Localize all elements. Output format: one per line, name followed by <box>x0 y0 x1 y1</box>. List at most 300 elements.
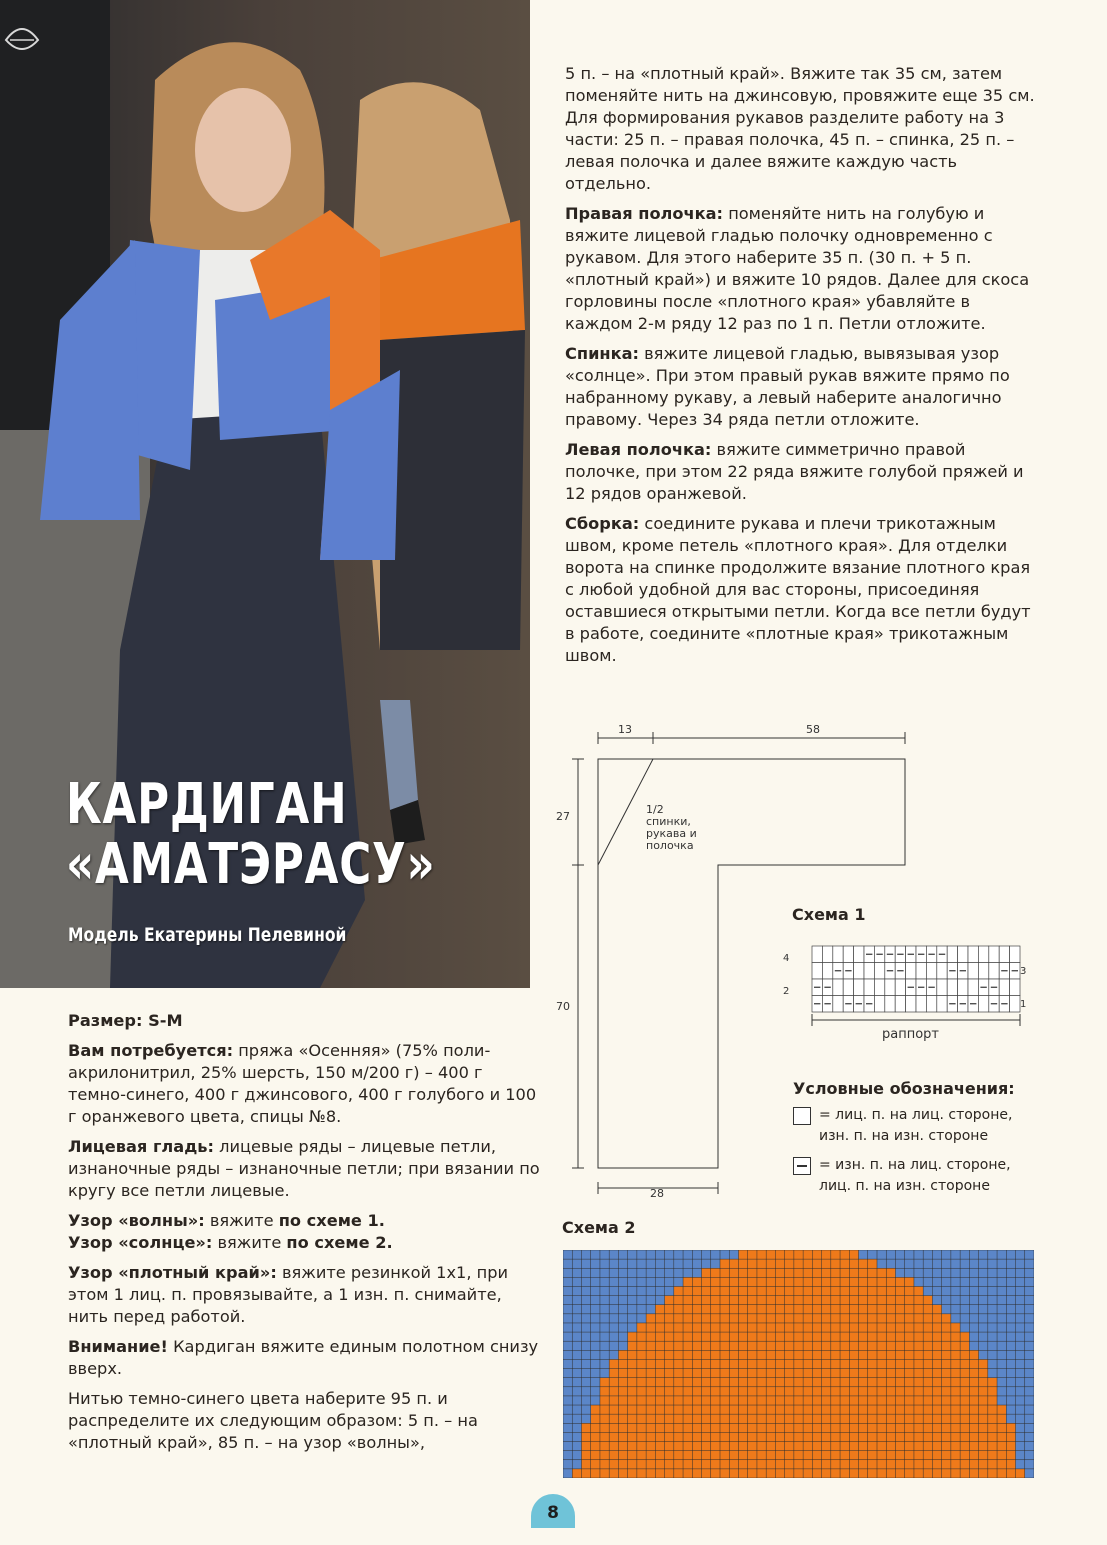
sun-cell <box>877 1296 886 1305</box>
sun-cell <box>914 1460 923 1469</box>
sun-cell <box>775 1405 784 1414</box>
sun-cell <box>960 1442 969 1451</box>
sun-cell <box>812 1350 821 1359</box>
sun-cell <box>665 1359 674 1368</box>
title-line-1: КАРДИГАН <box>66 772 348 837</box>
sun-cell <box>683 1341 692 1350</box>
sun-cell <box>812 1305 821 1314</box>
sun-cell <box>738 1268 747 1277</box>
sun-cell <box>859 1451 868 1460</box>
sun-cell <box>618 1350 627 1359</box>
sun-cell <box>637 1369 646 1378</box>
background-cell <box>923 1259 932 1268</box>
sun-cell <box>840 1314 849 1323</box>
background-cell <box>979 1286 988 1295</box>
sun-cell <box>729 1341 738 1350</box>
background-cell <box>979 1341 988 1350</box>
scheme-1-cell <box>833 996 843 1013</box>
sun-cell <box>683 1323 692 1332</box>
background-cell <box>572 1432 581 1441</box>
sun-cell <box>655 1378 664 1387</box>
sun-cell <box>849 1378 858 1387</box>
sun-cell <box>859 1323 868 1332</box>
background-cell <box>563 1286 572 1295</box>
background-cell <box>1016 1387 1025 1396</box>
sun-cell <box>886 1378 895 1387</box>
background-cell <box>1025 1259 1034 1268</box>
background-cell <box>563 1323 572 1332</box>
sun-cell <box>646 1442 655 1451</box>
background-cell <box>600 1314 609 1323</box>
sun-cell <box>822 1469 831 1478</box>
sun-cell <box>655 1396 664 1405</box>
sun-cell <box>849 1414 858 1423</box>
background-cell <box>563 1460 572 1469</box>
sun-cell <box>803 1378 812 1387</box>
sun-cell <box>720 1359 729 1368</box>
sun-cell <box>849 1296 858 1305</box>
sun-cell <box>775 1332 784 1341</box>
background-cell <box>997 1277 1006 1286</box>
sun-cell <box>738 1277 747 1286</box>
background-cell <box>951 1277 960 1286</box>
sun-cell <box>932 1314 941 1323</box>
sun-cell <box>785 1369 794 1378</box>
sun-cell <box>609 1423 618 1432</box>
background-cell <box>655 1259 664 1268</box>
sun-cell <box>674 1323 683 1332</box>
sun-cell <box>711 1332 720 1341</box>
dash-cell-icon <box>793 1157 811 1175</box>
sun-cell <box>618 1432 627 1441</box>
scheme-1-row-2: 2 <box>783 986 790 997</box>
sun-cell <box>914 1305 923 1314</box>
sun-cell <box>812 1359 821 1368</box>
background-cell <box>1016 1460 1025 1469</box>
sun-cell <box>775 1296 784 1305</box>
scheme-1-cell <box>978 996 988 1013</box>
background-cell <box>637 1296 646 1305</box>
scheme-1-cell <box>812 946 822 963</box>
sun-cell <box>628 1332 637 1341</box>
background-cell <box>600 1359 609 1368</box>
sun-cell <box>729 1460 738 1469</box>
sun-cell <box>702 1286 711 1295</box>
sun-cell <box>683 1359 692 1368</box>
sun-cell <box>738 1387 747 1396</box>
sun-cell <box>775 1460 784 1469</box>
scheme-1-cell <box>854 979 864 996</box>
sun-cell <box>868 1432 877 1441</box>
sun-cell <box>738 1359 747 1368</box>
sun-cell <box>840 1405 849 1414</box>
sun-cell <box>868 1259 877 1268</box>
sun-cell <box>581 1423 590 1432</box>
background-cell <box>1016 1359 1025 1368</box>
background-cell <box>1016 1305 1025 1314</box>
background-cell <box>600 1305 609 1314</box>
sun-cell <box>877 1442 886 1451</box>
scheme-1-row-4: 4 <box>783 953 790 964</box>
background-cell <box>572 1460 581 1469</box>
sun-cell <box>637 1405 646 1414</box>
sun-cell <box>849 1405 858 1414</box>
background-cell <box>637 1305 646 1314</box>
sun-cell <box>775 1414 784 1423</box>
background-cell <box>600 1350 609 1359</box>
background-cell <box>988 1323 997 1332</box>
magazine-logo-icon <box>0 0 44 70</box>
sun-cell <box>600 1414 609 1423</box>
sun-cell <box>886 1323 895 1332</box>
sun-cell <box>757 1460 766 1469</box>
background-cell <box>609 1305 618 1314</box>
background-cell <box>618 1314 627 1323</box>
background-cell <box>1025 1332 1034 1341</box>
sun-cell <box>692 1350 701 1359</box>
background-cell <box>618 1259 627 1268</box>
background-cell <box>1025 1323 1034 1332</box>
sun-cell <box>757 1432 766 1441</box>
sun-cell <box>877 1432 886 1441</box>
sun-cell <box>849 1451 858 1460</box>
sun-cell <box>711 1387 720 1396</box>
sun-cell <box>905 1414 914 1423</box>
sun-cell <box>720 1268 729 1277</box>
background-cell <box>951 1259 960 1268</box>
sun-cell <box>932 1305 941 1314</box>
sun-cell <box>895 1286 904 1295</box>
background-cell <box>1016 1250 1025 1259</box>
sun-cell <box>738 1286 747 1295</box>
background-cell <box>979 1259 988 1268</box>
background-cell <box>1016 1341 1025 1350</box>
sun-cell <box>905 1423 914 1432</box>
scheme-1-cell <box>854 946 864 963</box>
background-cell <box>988 1341 997 1350</box>
sun-cell <box>757 1451 766 1460</box>
sun-cell <box>785 1378 794 1387</box>
sun-cell <box>637 1451 646 1460</box>
sun-cell <box>812 1414 821 1423</box>
background-cell <box>646 1259 655 1268</box>
background-cell <box>988 1286 997 1295</box>
scheme-2-title: Схема 2 <box>562 1218 636 1237</box>
sun-cell <box>877 1451 886 1460</box>
sun-cell <box>655 1350 664 1359</box>
sun-cell <box>969 1469 978 1478</box>
sun-cell <box>923 1396 932 1405</box>
background-cell <box>600 1369 609 1378</box>
sun-cell <box>969 1378 978 1387</box>
sun-cell <box>932 1460 941 1469</box>
sun-cell <box>794 1396 803 1405</box>
sun-cell <box>969 1414 978 1423</box>
sun-cell <box>960 1414 969 1423</box>
sun-cell <box>794 1387 803 1396</box>
sun-cell <box>859 1460 868 1469</box>
background-cell <box>581 1350 590 1359</box>
scheme-1-cell <box>958 946 968 963</box>
sun-cell <box>711 1432 720 1441</box>
sun-cell <box>877 1359 886 1368</box>
sun-cell <box>794 1259 803 1268</box>
sun-cell <box>960 1469 969 1478</box>
sun-cell <box>923 1387 932 1396</box>
sun-cell <box>822 1414 831 1423</box>
sun-cell <box>979 1451 988 1460</box>
background-cell <box>702 1259 711 1268</box>
sun-cell <box>877 1350 886 1359</box>
sun-cell <box>674 1378 683 1387</box>
sun-cell <box>766 1250 775 1259</box>
sun-cell <box>886 1460 895 1469</box>
background-cell <box>1016 1396 1025 1405</box>
sun-cell <box>748 1442 757 1451</box>
sun-cell <box>932 1423 941 1432</box>
sun-cell <box>822 1405 831 1414</box>
sun-cell <box>618 1378 627 1387</box>
background-cell <box>951 1305 960 1314</box>
sun-cell <box>674 1469 683 1478</box>
background-cell <box>1006 1396 1015 1405</box>
sun-cell <box>628 1359 637 1368</box>
background-cell <box>895 1268 904 1277</box>
sun-cell <box>674 1396 683 1405</box>
background-cell <box>591 1323 600 1332</box>
sun-cell <box>785 1277 794 1286</box>
background-cell <box>729 1250 738 1259</box>
sun-cell <box>692 1460 701 1469</box>
background-cell <box>969 1286 978 1295</box>
scheme-1-cell <box>864 979 874 996</box>
background-cell <box>1006 1250 1015 1259</box>
background-cell <box>581 1277 590 1286</box>
background-cell <box>951 1286 960 1295</box>
background-cell <box>618 1277 627 1286</box>
background-cell <box>1025 1414 1034 1423</box>
background-cell <box>609 1323 618 1332</box>
sun-cell <box>794 1432 803 1441</box>
sun-cell <box>868 1359 877 1368</box>
sun-cell <box>748 1432 757 1441</box>
sun-cell <box>877 1277 886 1286</box>
sun-cell <box>979 1442 988 1451</box>
sun-cell <box>748 1451 757 1460</box>
sun-cell <box>748 1378 757 1387</box>
sun-cell <box>997 1414 1006 1423</box>
assembly-paragraph <box>565 513 1035 667</box>
sun-cell <box>618 1469 627 1478</box>
sun-cell <box>655 1369 664 1378</box>
scheme-1-cell <box>978 963 988 980</box>
materials-paragraph <box>68 1040 542 1128</box>
scheme-1-grid <box>812 946 1020 1012</box>
sun-cell <box>702 1323 711 1332</box>
sun-cell <box>951 1405 960 1414</box>
sun-cell <box>803 1305 812 1314</box>
sun-cell <box>932 1432 941 1441</box>
background-cell <box>942 1277 951 1286</box>
sun-cell <box>600 1460 609 1469</box>
sun-cell <box>757 1359 766 1368</box>
background-cell <box>711 1250 720 1259</box>
background-cell <box>988 1296 997 1305</box>
background-cell <box>1006 1341 1015 1350</box>
sun-cell <box>683 1286 692 1295</box>
sun-cell <box>775 1378 784 1387</box>
sun-cell <box>932 1405 941 1414</box>
sun-cell <box>655 1341 664 1350</box>
sun-cell <box>738 1250 747 1259</box>
sun-cell <box>738 1314 747 1323</box>
background-cell <box>969 1314 978 1323</box>
background-cell <box>572 1369 581 1378</box>
sun-cell <box>785 1323 794 1332</box>
sun-cell <box>868 1314 877 1323</box>
sun-cell <box>637 1350 646 1359</box>
sun-cell <box>600 1469 609 1478</box>
background-cell <box>618 1332 627 1341</box>
background-cell <box>600 1277 609 1286</box>
sun-cell <box>831 1314 840 1323</box>
sun-cell <box>979 1460 988 1469</box>
sun-cell <box>702 1268 711 1277</box>
sun-cell <box>702 1350 711 1359</box>
sun-cell <box>859 1442 868 1451</box>
sun-cell <box>748 1296 757 1305</box>
sun-cell <box>923 1314 932 1323</box>
sun-cell <box>942 1359 951 1368</box>
sun-cell <box>794 1305 803 1314</box>
sun-cell <box>766 1350 775 1359</box>
sun-cell <box>702 1314 711 1323</box>
sun-cell <box>600 1405 609 1414</box>
background-cell <box>563 1405 572 1414</box>
sun-cell <box>637 1341 646 1350</box>
sun-cell <box>738 1341 747 1350</box>
sun-cell <box>923 1442 932 1451</box>
sun-cell <box>766 1442 775 1451</box>
sun-cell <box>702 1378 711 1387</box>
sun-cell <box>646 1332 655 1341</box>
background-cell <box>932 1296 941 1305</box>
sun-cell <box>628 1396 637 1405</box>
background-cell <box>618 1323 627 1332</box>
background-cell <box>572 1414 581 1423</box>
sun-cell <box>775 1369 784 1378</box>
background-cell <box>960 1259 969 1268</box>
sun-cell <box>692 1414 701 1423</box>
dim-70: 70 <box>556 1000 570 1013</box>
sun-cell <box>877 1405 886 1414</box>
sun-cell <box>942 1378 951 1387</box>
sun-cell <box>674 1442 683 1451</box>
background-cell <box>581 1323 590 1332</box>
sun-cell <box>840 1460 849 1469</box>
background-cell <box>979 1277 988 1286</box>
sun-cell <box>775 1396 784 1405</box>
sun-cell <box>1006 1460 1015 1469</box>
sun-cell <box>840 1451 849 1460</box>
sun-cell <box>803 1405 812 1414</box>
sun-cell <box>665 1469 674 1478</box>
sun-cell <box>979 1469 988 1478</box>
sun-cell <box>785 1432 794 1441</box>
sun-cell <box>905 1405 914 1414</box>
background-cell <box>1006 1286 1015 1295</box>
background-cell <box>618 1286 627 1295</box>
sun-cell <box>720 1451 729 1460</box>
sun-cell <box>849 1423 858 1432</box>
background-cell <box>665 1277 674 1286</box>
background-cell <box>563 1259 572 1268</box>
sun-cell <box>646 1341 655 1350</box>
back-paragraph <box>565 343 1035 431</box>
sun-cell <box>775 1451 784 1460</box>
background-cell <box>932 1277 941 1286</box>
sun-cell <box>812 1460 821 1469</box>
sun-cell <box>748 1423 757 1432</box>
sun-cell <box>979 1359 988 1368</box>
sun-cell <box>895 1414 904 1423</box>
sun-cell <box>812 1332 821 1341</box>
sun-cell <box>822 1350 831 1359</box>
sun-cell <box>794 1332 803 1341</box>
sun-cell <box>609 1432 618 1441</box>
background-cell <box>1025 1460 1034 1469</box>
sun-cell <box>720 1314 729 1323</box>
sun-cell <box>785 1442 794 1451</box>
sun-cell <box>951 1423 960 1432</box>
background-cell <box>988 1268 997 1277</box>
scheme-1-cell <box>822 946 832 963</box>
sun-cell <box>757 1296 766 1305</box>
cover-photo <box>0 0 530 988</box>
background-cell <box>628 1305 637 1314</box>
sun-cell <box>766 1286 775 1295</box>
sun-cell <box>637 1396 646 1405</box>
sun-cell <box>609 1460 618 1469</box>
background-cell <box>1016 1268 1025 1277</box>
background-cell <box>591 1250 600 1259</box>
stockinette-paragraph <box>68 1136 542 1202</box>
background-cell <box>646 1250 655 1259</box>
sun-cell <box>711 1442 720 1451</box>
scheme-1-cell <box>968 963 978 980</box>
background-cell <box>609 1314 618 1323</box>
sun-cell <box>702 1432 711 1441</box>
sun-cell <box>886 1359 895 1368</box>
sun-cell <box>748 1387 757 1396</box>
sun-cell <box>628 1423 637 1432</box>
sun-cell <box>674 1305 683 1314</box>
sun-cell <box>905 1369 914 1378</box>
sun-cell <box>932 1451 941 1460</box>
sun-cell <box>868 1277 877 1286</box>
sun-cell <box>646 1350 655 1359</box>
sun-cell <box>720 1332 729 1341</box>
background-cell <box>1016 1414 1025 1423</box>
sun-cell <box>849 1250 858 1259</box>
sun-cell <box>859 1332 868 1341</box>
background-cell <box>1006 1369 1015 1378</box>
sun-cell <box>812 1451 821 1460</box>
sun-cell <box>665 1451 674 1460</box>
sun-cell <box>812 1286 821 1295</box>
scheme-1-cell <box>822 963 832 980</box>
sun-cell <box>877 1286 886 1295</box>
